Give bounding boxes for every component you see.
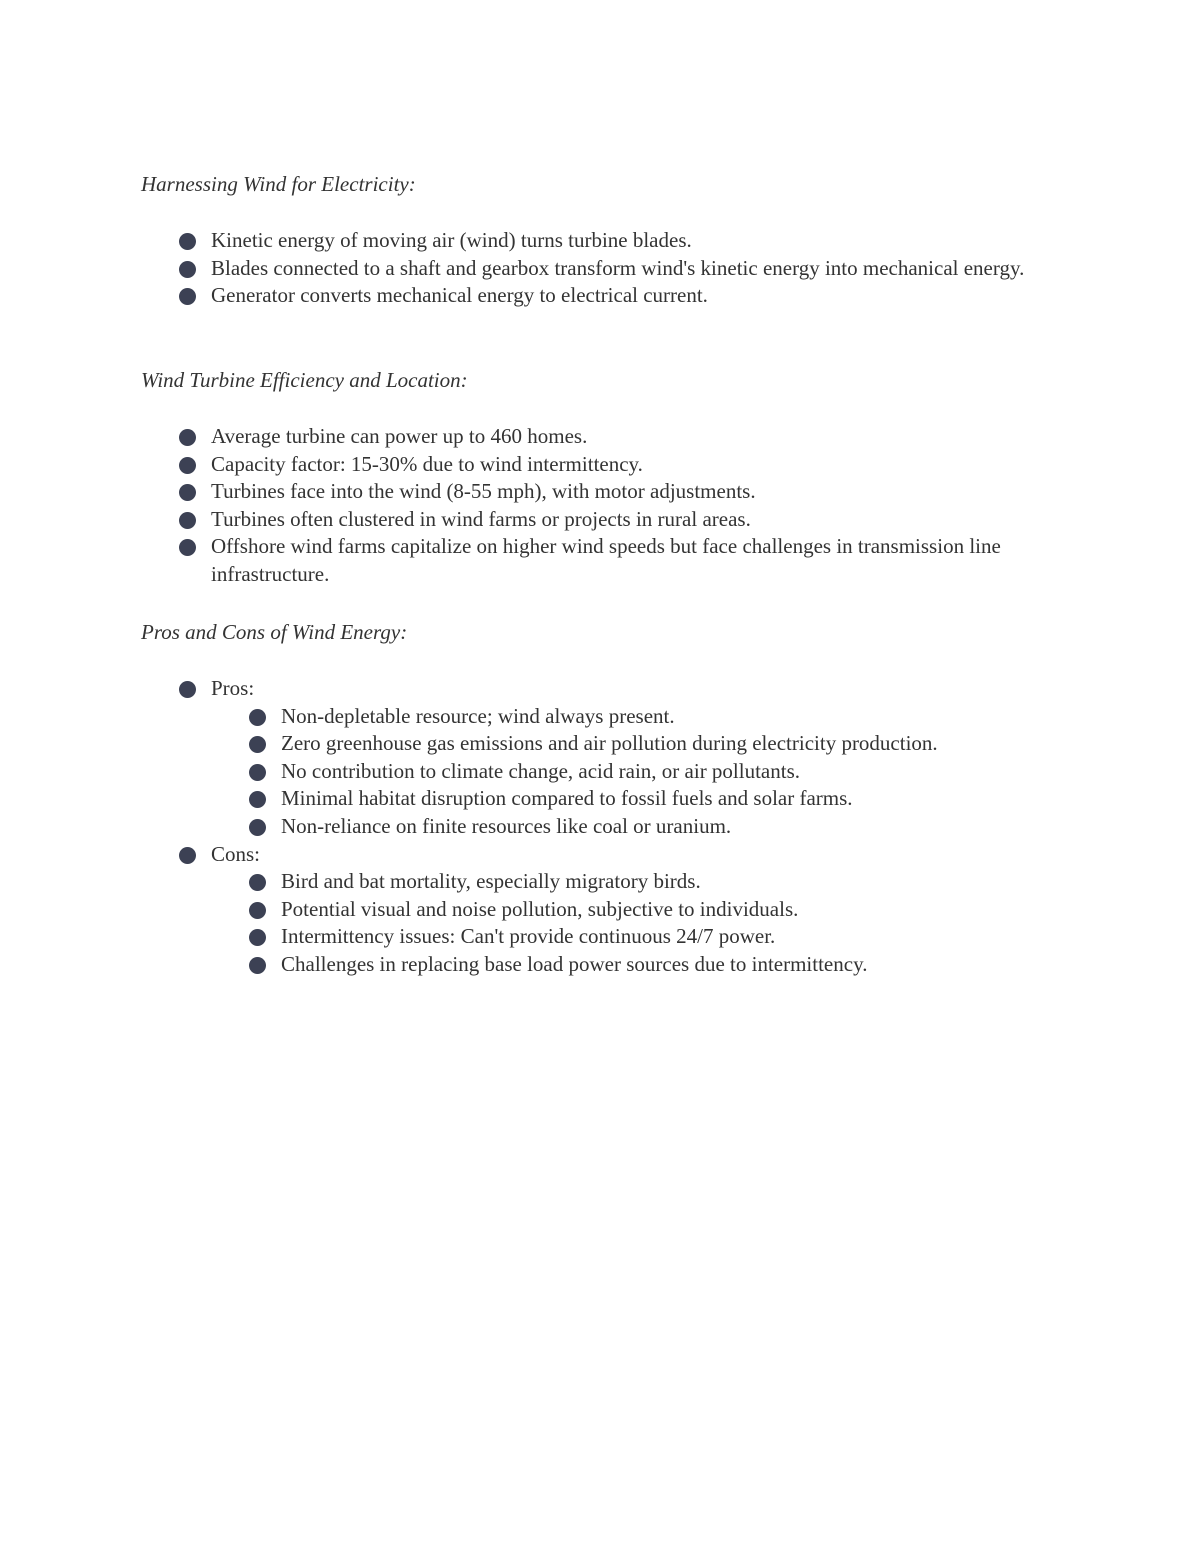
list-item-text: Offshore wind farms capitalize on higher wind speeds but face challenges in transmission line infrastructure. — [211, 534, 1001, 586]
list-item-cons — [141, 841, 1071, 979]
list-item — [211, 703, 1071, 731]
list-item — [211, 896, 1071, 924]
list-item — [211, 923, 1071, 951]
list-item-text: Challenges in replacing base load power sources due to intermittency. — [281, 951, 868, 976]
bullet-icon — [249, 709, 266, 726]
list-item-text: Turbines face into the wind (8-55 mph), with motor adjustments. — [211, 479, 756, 504]
bullet-icon — [249, 736, 266, 753]
list-item — [141, 282, 1071, 310]
bullet-icon — [249, 764, 266, 781]
bullet-icon — [179, 681, 196, 698]
list-item — [211, 730, 1071, 758]
sub-bullet-list — [211, 703, 1071, 841]
section-heading: Pros and Cons of Wind Energy: — [141, 620, 408, 644]
list-item — [211, 868, 1071, 896]
bullet-list — [141, 675, 1071, 979]
list-item-pros — [141, 675, 1071, 841]
list-item-text: Intermittency issues: Can't provide continuous 24/7 power. — [281, 924, 776, 949]
list-item — [141, 533, 1071, 588]
section-turbine-efficiency — [141, 366, 1081, 589]
list-item — [141, 451, 1071, 479]
list-item — [141, 478, 1071, 506]
sub-bullet-list — [211, 868, 1071, 978]
list-item — [211, 813, 1071, 841]
bullet-icon — [249, 957, 266, 974]
bullet-icon — [179, 847, 196, 864]
bullet-icon — [179, 261, 196, 278]
list-item — [141, 423, 1071, 451]
bullet-icon — [249, 902, 266, 919]
list-item-text: Kinetic energy of moving air (wind) turns turbine blades. — [211, 228, 692, 252]
list-item-text: Zero greenhouse gas emissions and air pollution during electricity production. — [281, 731, 938, 756]
list-item-text: Potential visual and noise pollution, subjective to individuals. — [281, 896, 799, 921]
group-label: Cons: — [211, 841, 261, 866]
list-item — [141, 506, 1071, 534]
list-item-text: Turbines often clustered in wind farms or projects in rural areas. — [211, 506, 751, 531]
section-harnessing-wind — [141, 170, 1081, 310]
bullet-icon — [179, 429, 196, 446]
section-heading: Wind Turbine Efficiency and Location: — [141, 368, 468, 392]
list-item-text: No contribution to climate change, acid rain, or air pollutants. — [281, 758, 801, 783]
bullet-icon — [179, 288, 196, 305]
list-item-text: Generator converts mechanical energy to electrical current. — [211, 283, 708, 308]
list-item — [211, 951, 1071, 979]
list-item-text: Capacity factor: 15-30% due to wind intermittency. — [211, 451, 643, 476]
list-item-text: Non-depletable resource; wind always present. — [281, 703, 675, 728]
bullet-icon — [179, 539, 196, 556]
bullet-list — [141, 227, 1071, 310]
list-item-text: Blades connected to a shaft and gearbox transform wind's kinetic energy into mechanical energy. — [211, 255, 1025, 280]
bullet-icon — [249, 929, 266, 946]
bullet-icon — [249, 874, 266, 891]
bullet-icon — [179, 484, 196, 501]
bullet-list — [141, 423, 1071, 589]
list-item-text: Bird and bat mortality, especially migratory birds. — [281, 869, 701, 894]
section-pros-cons — [141, 618, 1081, 979]
list-item — [211, 758, 1071, 786]
list-item-text: Average turbine can power up to 460 homes. — [211, 424, 588, 448]
bullet-icon — [179, 233, 196, 250]
group-label: Pros: — [211, 676, 255, 700]
bullet-icon — [249, 819, 266, 836]
section-heading: Harnessing Wind for Electricity: — [141, 172, 416, 196]
bullet-icon — [179, 512, 196, 529]
list-item — [141, 227, 1071, 255]
list-item-text: Minimal habitat disruption compared to fossil fuels and solar farms. — [281, 786, 853, 811]
bullet-icon — [249, 791, 266, 808]
list-item — [141, 255, 1071, 283]
list-item-text: Non-reliance on finite resources like coal or uranium. — [281, 813, 732, 838]
list-item — [211, 785, 1071, 813]
bullet-icon — [179, 457, 196, 474]
